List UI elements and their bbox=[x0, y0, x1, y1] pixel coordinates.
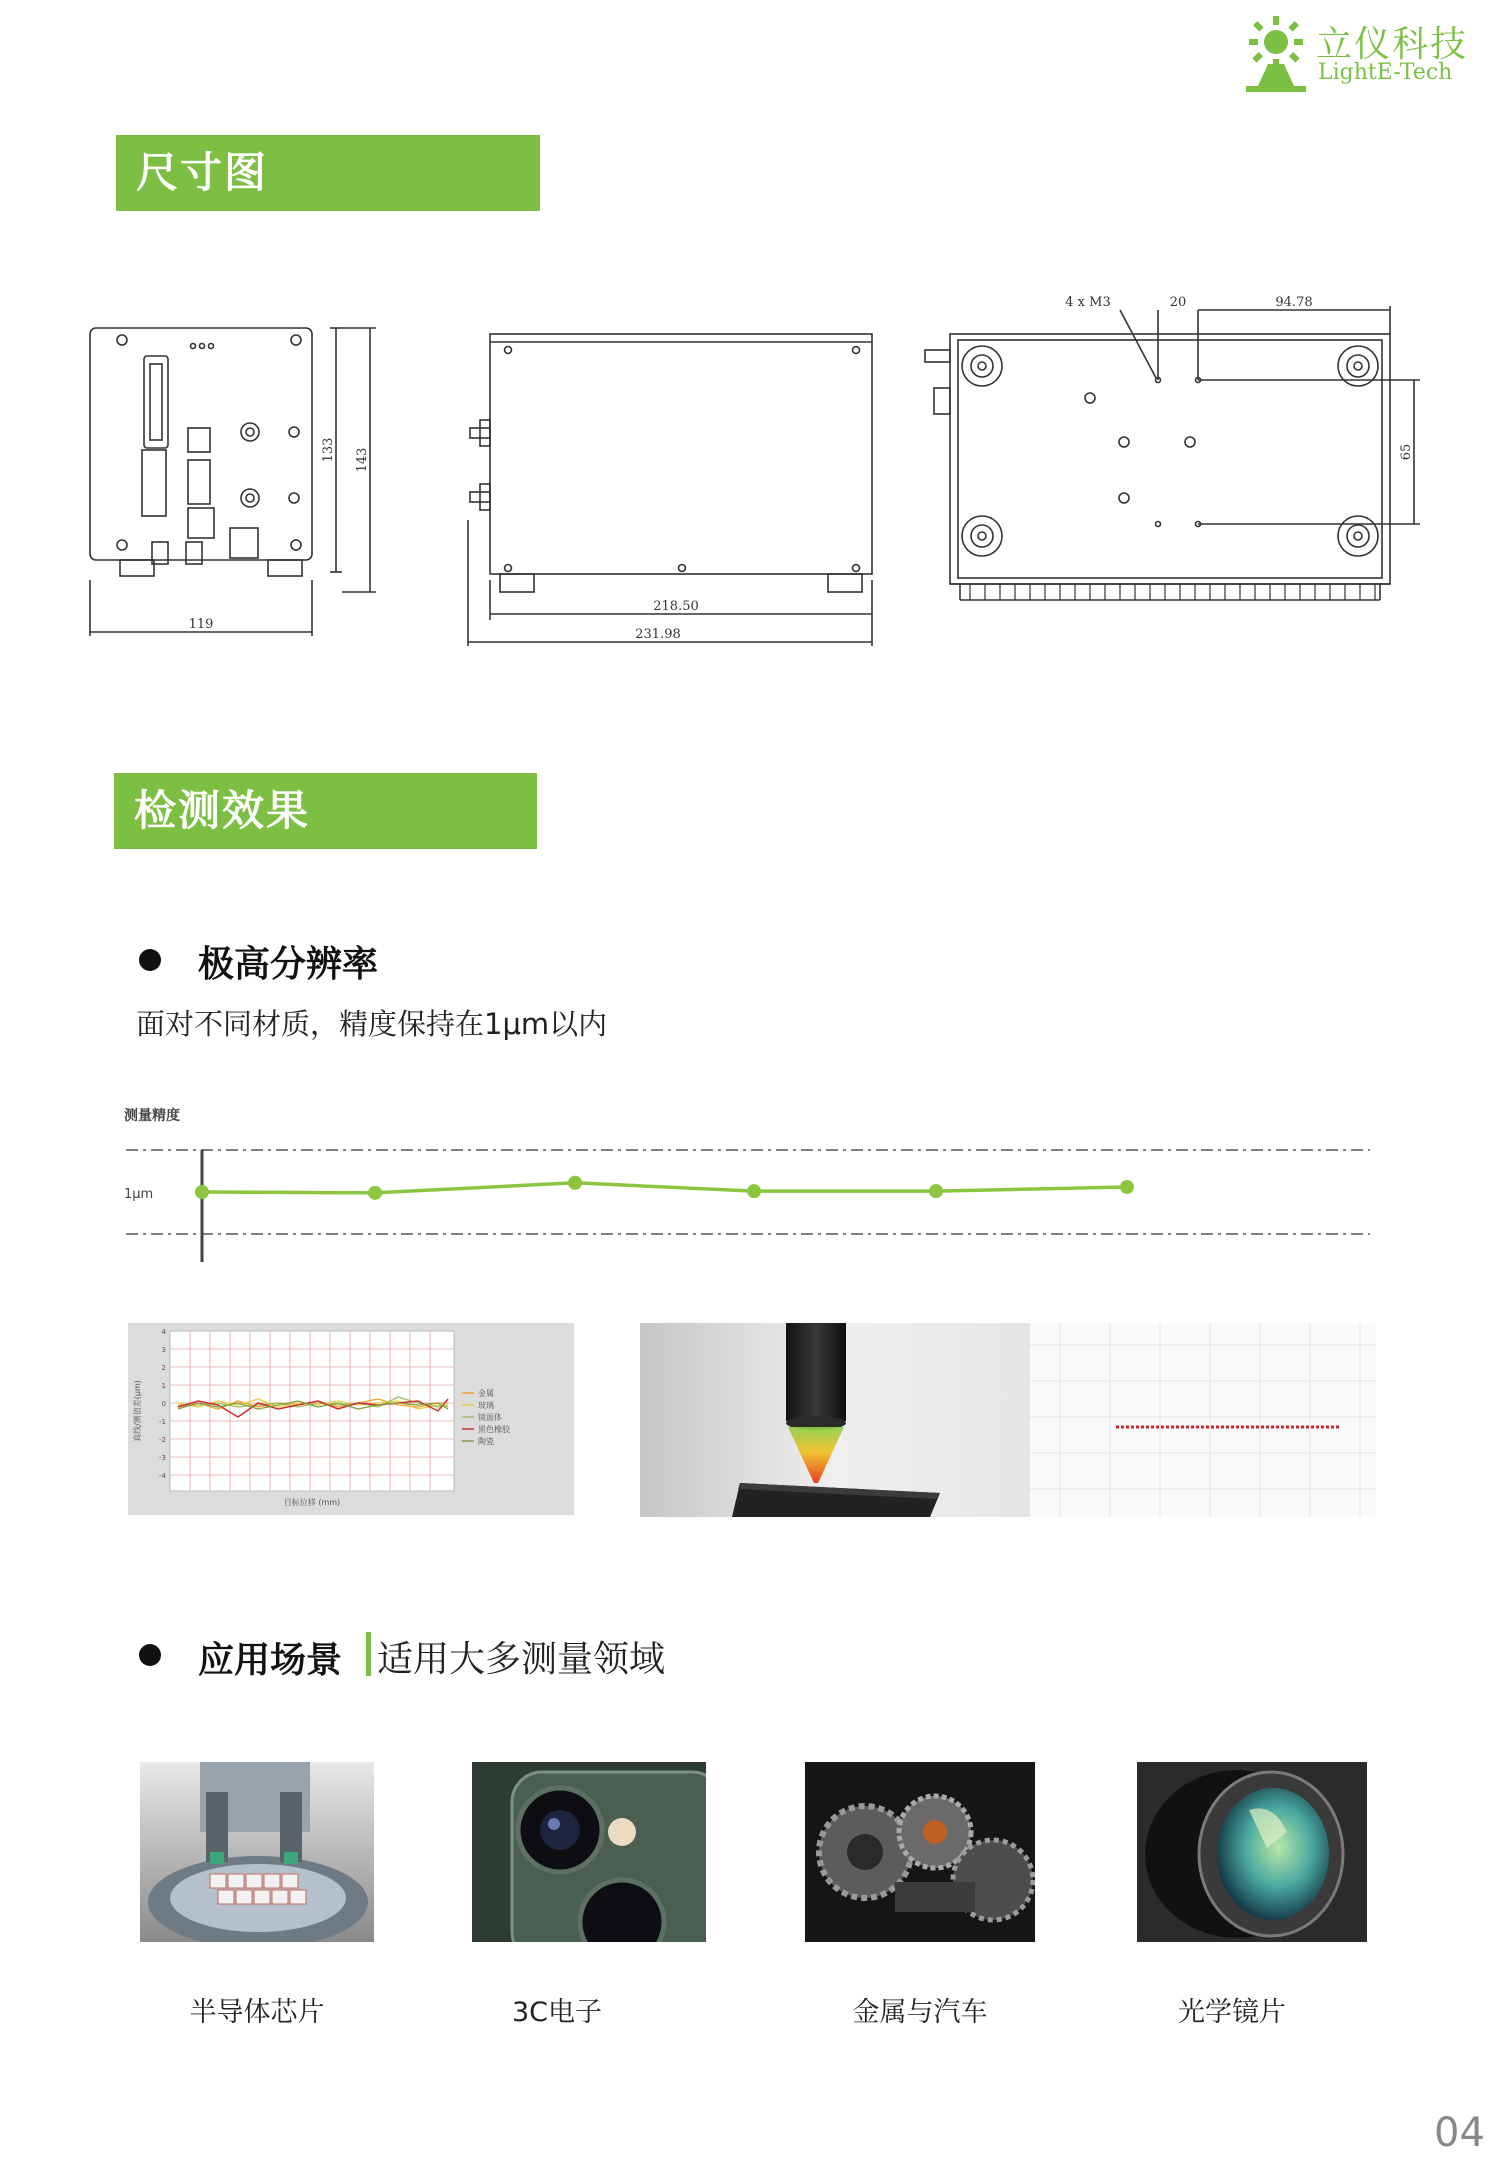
app-label-electronics: 3C电子 bbox=[511, 1997, 603, 2028]
precision-point bbox=[195, 1185, 209, 1199]
semiconductor-image bbox=[140, 1762, 374, 1942]
front-view-drawing bbox=[90, 328, 376, 636]
side-outer-length-label: 231.98 bbox=[635, 627, 681, 642]
probe-measurement-svg bbox=[640, 1323, 1376, 1517]
ytick: -4 bbox=[159, 1472, 166, 1480]
probe-measurement-image bbox=[640, 1323, 1376, 1517]
ytick: 0 bbox=[161, 1400, 166, 1408]
ytick: -1 bbox=[159, 1418, 166, 1426]
material-error-chart-svg bbox=[128, 1323, 574, 1515]
error-chart-ylabel: 真线/测值差(μm) bbox=[133, 1380, 142, 1442]
ytick: -3 bbox=[159, 1454, 166, 1462]
semiconductor-illustration bbox=[140, 1762, 374, 1942]
title-divider bbox=[366, 1632, 371, 1676]
ytick: 1 bbox=[161, 1382, 166, 1390]
side-inner-length-label: 218.50 bbox=[653, 599, 699, 614]
precision-point bbox=[568, 1176, 582, 1190]
legend-mirror: 镜面体 bbox=[478, 1413, 502, 1422]
gears-illustration bbox=[805, 1762, 1035, 1942]
legend-ceramic: 陶瓷 bbox=[478, 1437, 494, 1446]
precision-point bbox=[747, 1184, 761, 1198]
precision-point bbox=[1120, 1180, 1134, 1194]
brand-logo-icon bbox=[1238, 14, 1314, 94]
bullet-dot bbox=[139, 1644, 161, 1666]
precision-point bbox=[368, 1186, 382, 1200]
ytick: 2 bbox=[161, 1364, 166, 1372]
bullet-dot bbox=[139, 949, 161, 971]
automotive-image bbox=[805, 1762, 1035, 1942]
front-height-inner-label: 133 bbox=[321, 437, 336, 463]
error-chart-yticks bbox=[159, 1328, 167, 1480]
dimension-drawings-svg bbox=[80, 280, 1440, 660]
lens-illustration bbox=[1137, 1762, 1367, 1942]
section-title-dimensions: 尺寸图 bbox=[116, 135, 540, 211]
precision-point bbox=[929, 1184, 943, 1198]
top-view-fins bbox=[970, 584, 1375, 600]
phone-camera-illustration bbox=[472, 1762, 706, 1942]
optics-image bbox=[1137, 1762, 1367, 1942]
precision-chart bbox=[120, 1100, 1380, 1270]
error-chart-xlabel: 目标位移 (mm) bbox=[283, 1498, 341, 1507]
y-tick-label: 1μm bbox=[124, 1187, 154, 1202]
brand-name-cn: 立仪科技 bbox=[1316, 24, 1469, 65]
precision-series-line bbox=[202, 1183, 1127, 1193]
applications-subtitle: 适用大多测量领域 bbox=[377, 1639, 666, 1680]
dimension-drawings bbox=[80, 280, 1440, 660]
ytick: 4 bbox=[161, 1328, 166, 1336]
material-error-chart bbox=[128, 1323, 574, 1515]
front-width-label: 119 bbox=[188, 617, 214, 632]
ytick: -2 bbox=[159, 1436, 166, 1444]
app-label-optics: 光学镜片 bbox=[1178, 1997, 1286, 2028]
probe-body bbox=[786, 1323, 846, 1421]
top-vertical-label: 65 bbox=[1399, 443, 1414, 461]
electronics-image bbox=[472, 1762, 706, 1942]
ytick: 3 bbox=[161, 1346, 166, 1354]
precision-chart-title: 测量精度 bbox=[124, 1108, 180, 1124]
brand-name-en: LightE-Tech bbox=[1318, 60, 1453, 85]
legend-metal: 金属 bbox=[478, 1389, 494, 1398]
front-height-outer-label: 143 bbox=[355, 447, 370, 473]
legend-glass: 玻璃 bbox=[478, 1401, 494, 1410]
top-offset-label: 20 bbox=[1169, 295, 1187, 310]
top-view-drawing bbox=[925, 306, 1420, 600]
error-chart-legend bbox=[462, 1388, 511, 1446]
top-holes-label: 4 x M3 bbox=[1065, 295, 1111, 310]
app-label-semiconductor: 半导体芯片 bbox=[189, 1997, 325, 2028]
resolution-title: 极高分辨率 bbox=[198, 944, 379, 985]
precision-chart-svg bbox=[120, 1100, 1380, 1270]
app-label-automotive: 金属与汽车 bbox=[852, 1997, 988, 2028]
page-number: 04 bbox=[1434, 2110, 1485, 2156]
section-title-detection: 检测效果 bbox=[114, 773, 537, 849]
brand-logo bbox=[1238, 14, 1478, 94]
top-span-label: 94.78 bbox=[1275, 295, 1313, 310]
error-chart-plot-area bbox=[170, 1331, 454, 1491]
legend-black-rubber: 黑色橡胶 bbox=[478, 1425, 510, 1434]
resolution-description: 面对不同材质，精度保持在1μm以内 bbox=[136, 1007, 608, 1041]
applications-title: 应用场景 bbox=[198, 1640, 343, 1681]
